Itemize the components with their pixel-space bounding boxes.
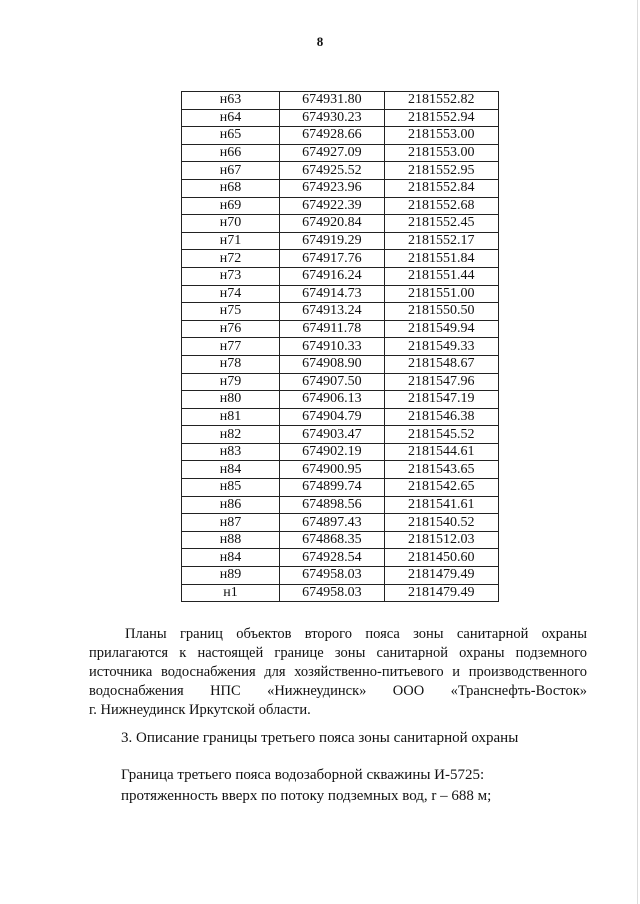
point-id-cell: н1 <box>182 584 280 602</box>
point-id-cell: н64 <box>182 109 280 127</box>
y-coordinate-cell: 2181512.03 <box>384 531 498 549</box>
page-number: 8 <box>316 34 324 49</box>
point-id-cell: н79 <box>182 373 280 391</box>
coordinates-table <box>181 91 499 602</box>
x-coordinate-cell: 674906.13 <box>280 391 384 409</box>
x-coordinate-cell: 674925.52 <box>280 162 384 180</box>
y-coordinate-cell: 2181549.33 <box>384 338 498 356</box>
table-row <box>182 109 499 127</box>
y-coordinate-cell: 2181552.45 <box>384 215 498 233</box>
y-coordinate-cell: 2181552.95 <box>384 162 498 180</box>
point-id-cell: н80 <box>182 391 280 409</box>
x-coordinate-cell: 674897.43 <box>280 514 384 532</box>
table-row <box>182 373 499 391</box>
y-coordinate-cell: 2181542.65 <box>384 479 498 497</box>
point-id-cell: н85 <box>182 479 280 497</box>
x-coordinate-cell: 674910.33 <box>280 338 384 356</box>
x-coordinate-cell: 674913.24 <box>280 303 384 321</box>
y-coordinate-cell: 2181552.68 <box>384 197 498 215</box>
table-row <box>182 179 499 197</box>
table-row <box>182 408 499 426</box>
y-coordinate-cell: 2181546.38 <box>384 408 498 426</box>
y-coordinate-cell: 2181540.52 <box>384 514 498 532</box>
x-coordinate-cell: 674916.24 <box>280 267 384 285</box>
x-coordinate-cell: 674927.09 <box>280 144 384 162</box>
point-id-cell: н70 <box>182 215 280 233</box>
x-coordinate-cell: 674917.76 <box>280 250 384 268</box>
table-row <box>182 514 499 532</box>
y-coordinate-cell: 2181545.52 <box>384 426 498 444</box>
plans-paragraph-line-3: источника водоснабжения для хозяйственно-питьевого и производственного <box>89 664 587 680</box>
x-coordinate-cell: 674900.95 <box>280 461 384 479</box>
y-coordinate-cell: 2181550.50 <box>384 303 498 321</box>
table-row <box>182 338 499 356</box>
point-id-cell: н86 <box>182 496 280 514</box>
table-row <box>182 461 499 479</box>
point-id-cell: н69 <box>182 197 280 215</box>
plans-paragraph-line-4: водоснабжения НПС «Нижнеудинск» ООО «Транснефть-Восток» <box>89 683 587 699</box>
y-coordinate-cell: 2181547.96 <box>384 373 498 391</box>
table-row <box>182 215 499 233</box>
table-row <box>182 443 499 461</box>
x-coordinate-cell: 674922.39 <box>280 197 384 215</box>
table-row <box>182 584 499 602</box>
y-coordinate-cell: 2181547.19 <box>384 391 498 409</box>
y-coordinate-cell: 2181549.94 <box>384 320 498 338</box>
y-coordinate-cell: 2181551.00 <box>384 285 498 303</box>
y-coordinate-cell: 2181548.67 <box>384 355 498 373</box>
table-row <box>182 355 499 373</box>
y-coordinate-cell: 2181544.61 <box>384 443 498 461</box>
point-id-cell: н73 <box>182 267 280 285</box>
table-row <box>182 303 499 321</box>
x-coordinate-cell: 674903.47 <box>280 426 384 444</box>
table-row <box>182 267 499 285</box>
point-id-cell: н78 <box>182 355 280 373</box>
y-coordinate-cell: 2181479.49 <box>384 584 498 602</box>
plans-paragraph-line-1: Планы границ объектов второго пояса зоны санитарной охраны <box>125 626 587 642</box>
third-zone-paragraph <box>121 765 581 807</box>
x-coordinate-cell: 674899.74 <box>280 479 384 497</box>
table-row <box>182 426 499 444</box>
x-coordinate-cell: 674923.96 <box>280 179 384 197</box>
third-zone-line-2: протяженность вверх по потоку подземных вод, r – 688 м; <box>121 788 492 804</box>
point-id-cell: н63 <box>182 92 280 110</box>
point-id-cell: н71 <box>182 232 280 250</box>
table-row <box>182 320 499 338</box>
plans-paragraph-line-5: г. Нижнеудинск Иркутской области. <box>89 702 311 718</box>
point-id-cell: н72 <box>182 250 280 268</box>
x-coordinate-cell: 674904.79 <box>280 408 384 426</box>
point-id-cell: н77 <box>182 338 280 356</box>
y-coordinate-cell: 2181552.94 <box>384 109 498 127</box>
y-coordinate-cell: 2181450.60 <box>384 549 498 567</box>
x-coordinate-cell: 674958.03 <box>280 584 384 602</box>
point-id-cell: н83 <box>182 443 280 461</box>
point-id-cell: н88 <box>182 531 280 549</box>
x-coordinate-cell: 674928.54 <box>280 549 384 567</box>
table-row <box>182 531 499 549</box>
x-coordinate-cell: 674930.23 <box>280 109 384 127</box>
x-coordinate-cell: 674911.78 <box>280 320 384 338</box>
table-row <box>182 391 499 409</box>
point-id-cell: н65 <box>182 127 280 145</box>
point-id-cell: н84 <box>182 461 280 479</box>
point-id-cell: н76 <box>182 320 280 338</box>
y-coordinate-cell: 2181552.82 <box>384 92 498 110</box>
x-coordinate-cell: 674914.73 <box>280 285 384 303</box>
x-coordinate-cell: 674898.56 <box>280 496 384 514</box>
table-row <box>182 285 499 303</box>
point-id-cell: н82 <box>182 426 280 444</box>
table-row <box>182 127 499 145</box>
x-coordinate-cell: 674931.80 <box>280 92 384 110</box>
point-id-cell: н89 <box>182 567 280 585</box>
x-coordinate-cell: 674928.66 <box>280 127 384 145</box>
point-id-cell: н66 <box>182 144 280 162</box>
point-id-cell: н67 <box>182 162 280 180</box>
table-row <box>182 479 499 497</box>
y-coordinate-cell: 2181552.17 <box>384 232 498 250</box>
x-coordinate-cell: 674908.90 <box>280 355 384 373</box>
x-coordinate-cell: 674907.50 <box>280 373 384 391</box>
point-id-cell: н81 <box>182 408 280 426</box>
y-coordinate-cell: 2181553.00 <box>384 144 498 162</box>
scan-edge <box>637 0 638 904</box>
table-row <box>182 197 499 215</box>
third-zone-line-1: Граница третьего пояса водозаборной скважины И-5725: <box>121 767 485 783</box>
y-coordinate-cell: 2181552.84 <box>384 179 498 197</box>
table-row <box>182 232 499 250</box>
y-coordinate-cell: 2181553.00 <box>384 127 498 145</box>
y-coordinate-cell: 2181551.44 <box>384 267 498 285</box>
table-row <box>182 549 499 567</box>
table-row <box>182 92 499 110</box>
section-heading: 3. Описание границы третьего пояса зоны санитарной охраны <box>121 730 519 746</box>
point-id-cell: н84 <box>182 549 280 567</box>
table-row <box>182 162 499 180</box>
point-id-cell: н74 <box>182 285 280 303</box>
point-id-cell: н87 <box>182 514 280 532</box>
y-coordinate-cell: 2181541.61 <box>384 496 498 514</box>
x-coordinate-cell: 674919.29 <box>280 232 384 250</box>
table-row <box>182 250 499 268</box>
plans-paragraph <box>89 625 587 720</box>
plans-paragraph-line-2: прилагаются к настоящей границе зоны санитарной охраны подземного <box>89 645 587 661</box>
x-coordinate-cell: 674902.19 <box>280 443 384 461</box>
point-id-cell: н75 <box>182 303 280 321</box>
y-coordinate-cell: 2181479.49 <box>384 567 498 585</box>
x-coordinate-cell: 674920.84 <box>280 215 384 233</box>
y-coordinate-cell: 2181551.84 <box>384 250 498 268</box>
x-coordinate-cell: 674868.35 <box>280 531 384 549</box>
x-coordinate-cell: 674958.03 <box>280 567 384 585</box>
table-row <box>182 496 499 514</box>
y-coordinate-cell: 2181543.65 <box>384 461 498 479</box>
table-row <box>182 567 499 585</box>
table-row <box>182 144 499 162</box>
point-id-cell: н68 <box>182 179 280 197</box>
